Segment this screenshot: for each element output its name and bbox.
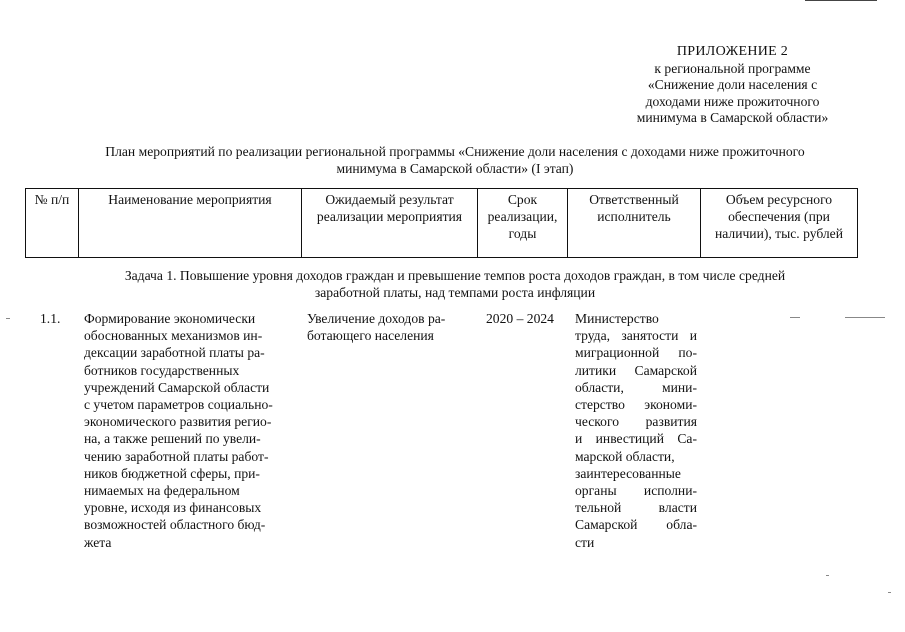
appendix-block xyxy=(600,44,865,127)
scan-speck xyxy=(845,317,885,318)
name-line: на, а также решений по увели- xyxy=(84,431,261,447)
appendix-line: минимума в Самарской области» xyxy=(636,110,829,125)
name-line: обоснованных механизмов ин- xyxy=(84,328,263,344)
scan-top-line xyxy=(805,0,877,1)
name-line: ников бюджетной сферы, при- xyxy=(84,465,260,481)
row-period-cell: 2020 – 2024 xyxy=(486,311,554,326)
scan-speck xyxy=(6,318,10,319)
name-line: жета xyxy=(84,534,112,550)
name-line: с учетом параметров социально- xyxy=(84,397,273,413)
header-period: Срок реализации, годы xyxy=(478,189,568,258)
name-line: чению заработной платы работ- xyxy=(84,448,269,464)
row-name-cell xyxy=(84,310,299,551)
task-heading xyxy=(40,268,870,301)
executor-line: миграционной по- xyxy=(575,345,697,361)
executor-line: ческого развития xyxy=(575,414,697,430)
executor-line: литики Самарской xyxy=(575,362,697,378)
scan-speck xyxy=(888,592,891,593)
appendix-line: доходами ниже прожиточного xyxy=(645,93,820,109)
scan-speck xyxy=(826,575,829,576)
appendix-line: «Снижение доли населения с xyxy=(647,77,818,92)
header-executor: Ответственный исполнитель xyxy=(568,189,701,258)
scan-speck xyxy=(790,317,800,318)
executor-line: марской области, xyxy=(575,448,675,464)
appendix-title: ПРИЛОЖЕНИЕ 2 xyxy=(676,44,789,59)
executor-line: Министерство xyxy=(575,311,659,326)
name-line: учреждений Самарской области xyxy=(84,379,270,395)
table-header xyxy=(25,188,858,258)
task-line: заработной платы, над темпами роста инфляции xyxy=(314,284,596,300)
row-result-cell xyxy=(307,310,477,344)
header-result: Ожидаемый результат реализации мероприятия xyxy=(302,189,478,258)
row-executor-cell xyxy=(575,310,697,551)
executor-line: сти xyxy=(575,534,595,550)
task-line: Задача 1. Повышение уровня доходов граждан и превышение темпов роста доходов граждан, в том числе средней xyxy=(124,268,786,283)
row-number: 1.1. xyxy=(40,311,61,326)
executor-line: тельной власти xyxy=(575,500,697,516)
name-line: уровне, исходя из финансовых xyxy=(84,500,262,516)
executor-line: Самарской обла- xyxy=(575,517,697,533)
plan-title-line: минимума в Самарской области» (I этап) xyxy=(336,160,574,176)
name-line: возможностей областного бюд- xyxy=(84,517,266,533)
header-row xyxy=(26,189,858,258)
executor-line: заинтересованные xyxy=(575,465,681,481)
header-num: № п/п xyxy=(26,189,79,258)
plan-title-line: План мероприятий по реализации региональной программы «Снижение доли населения с доходами ниже прожиточного xyxy=(105,144,805,159)
name-line: экономического развития регио- xyxy=(84,414,272,430)
executor-line: и инвестиций Са- xyxy=(575,431,697,447)
name-line: дексации заработной платы ра- xyxy=(84,345,265,361)
plan-title xyxy=(40,144,870,177)
result-line: ботающего населения xyxy=(307,328,434,344)
executor-line: органы исполни- xyxy=(575,483,697,499)
result-line: Увеличение доходов ра- xyxy=(307,311,446,326)
header-name: Наименование мероприятия xyxy=(79,189,302,258)
executor-line: области, мини- xyxy=(575,379,697,395)
header-resources: Объем ресурсного обеспечения (при наличии), тыс. рублей xyxy=(701,189,858,258)
executor-line: труда, занятости и xyxy=(575,328,697,344)
name-line: ботников государственных xyxy=(84,362,240,378)
name-line: нимаемых на федеральном xyxy=(84,483,240,499)
executor-line: стерство экономи- xyxy=(575,397,697,413)
name-line: Формирование экономически xyxy=(84,311,256,326)
appendix-line: к региональной программе xyxy=(654,60,811,76)
